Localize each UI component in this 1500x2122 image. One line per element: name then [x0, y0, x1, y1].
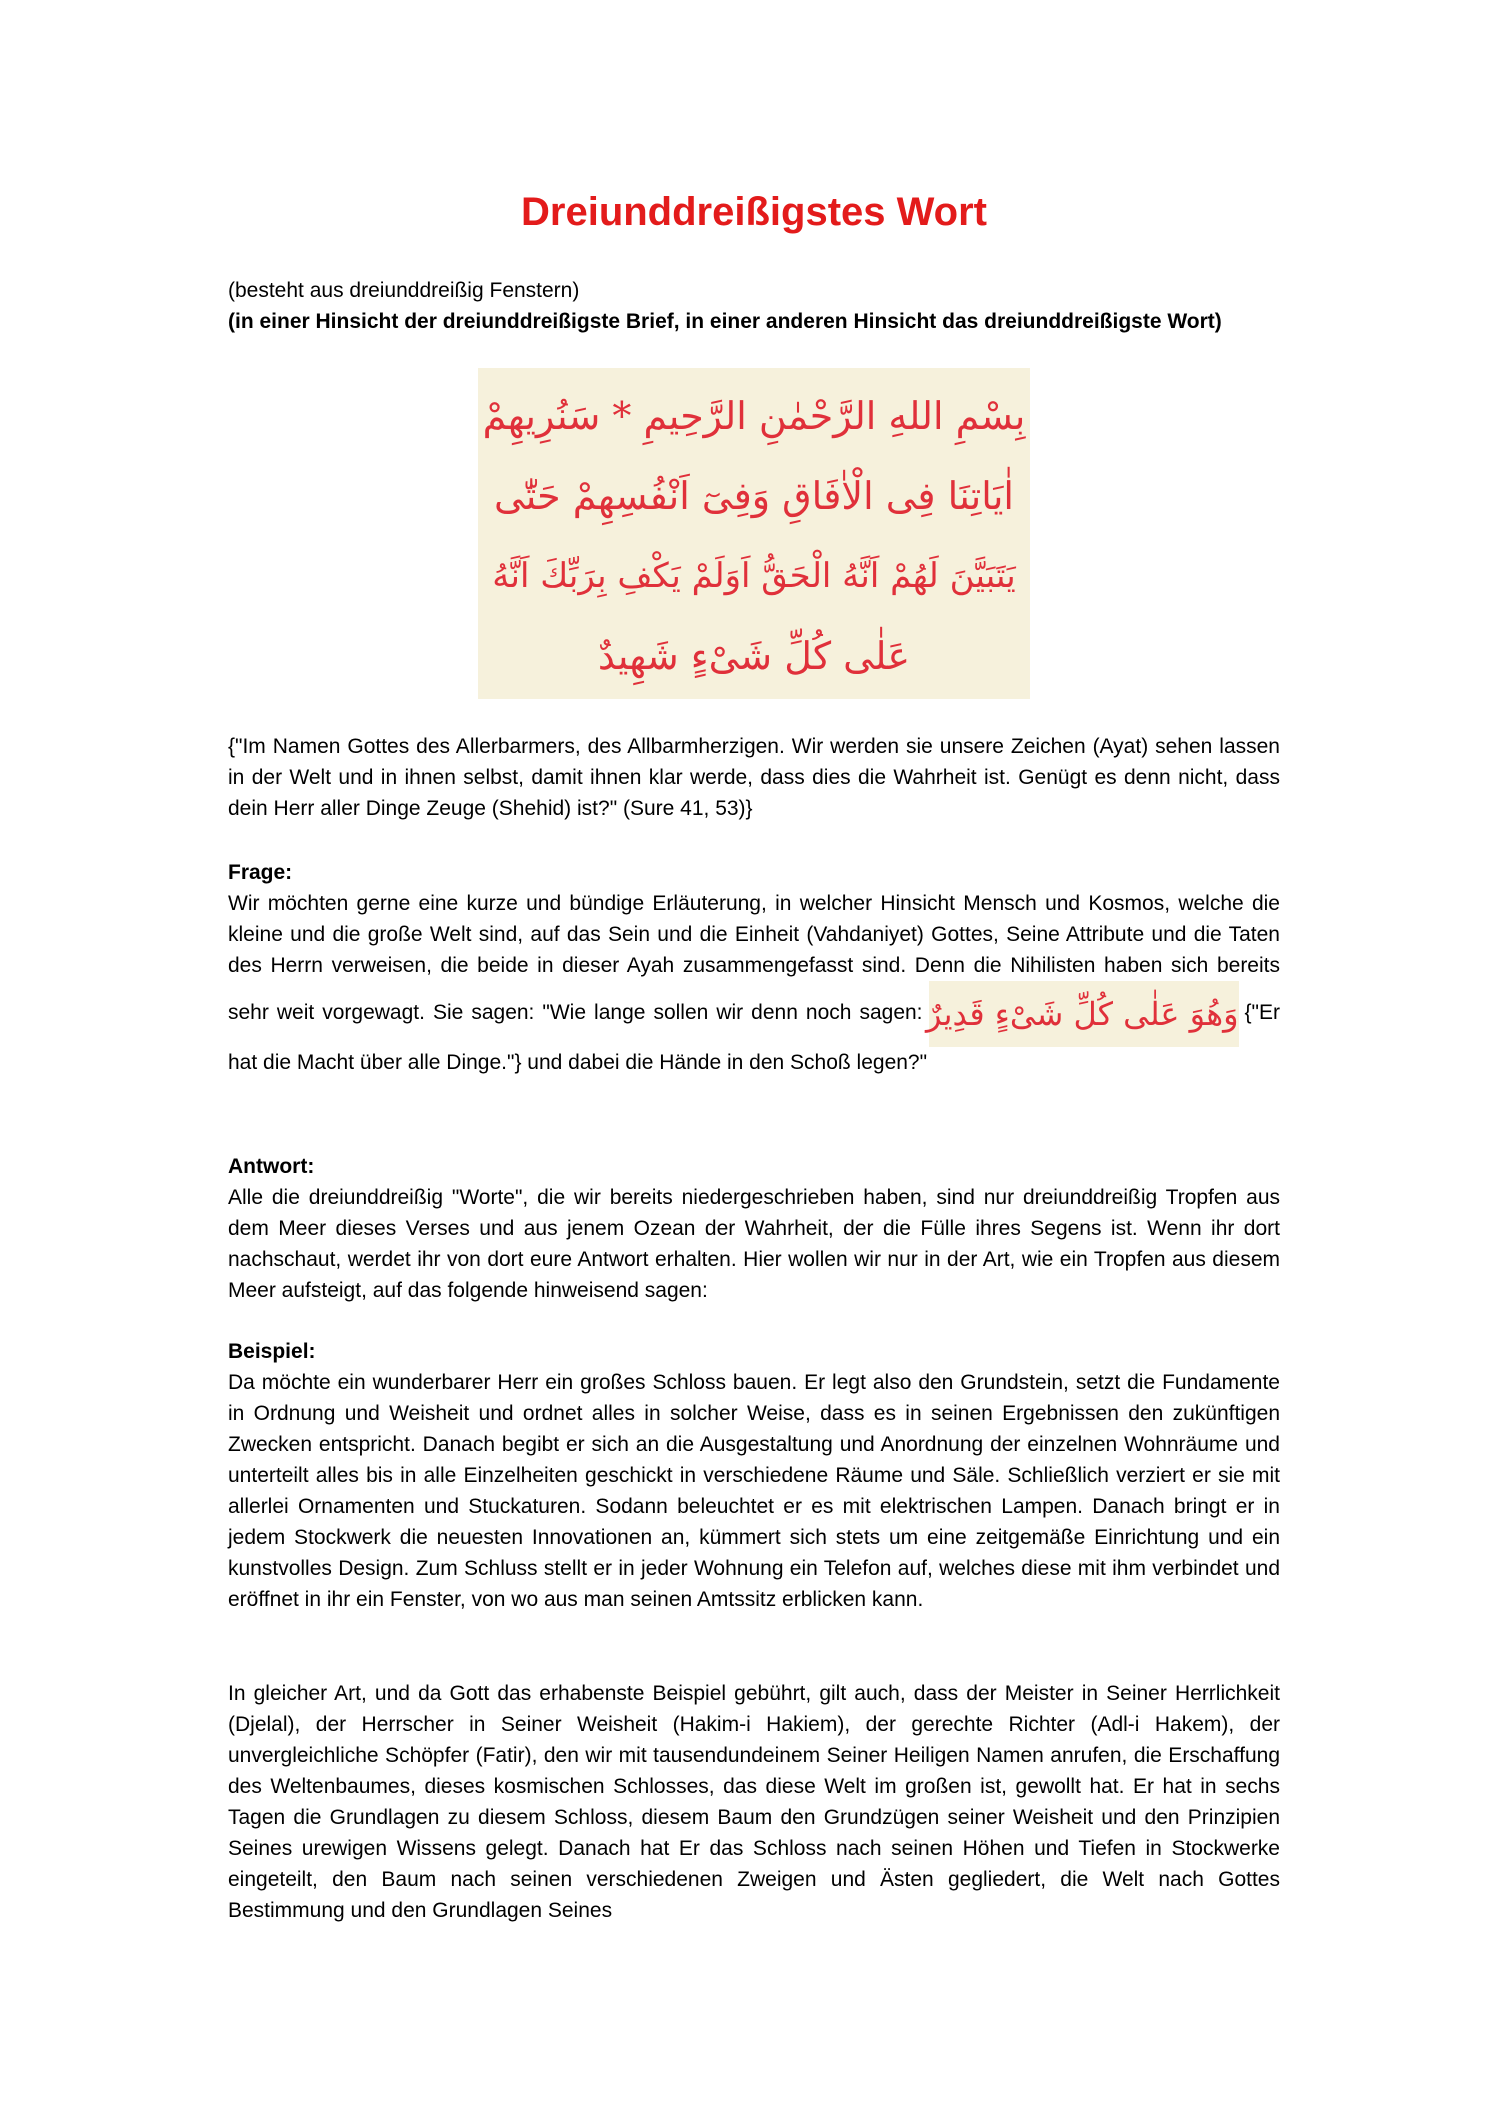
question-paragraph: [228, 888, 1280, 1078]
verse-translation: {"Im Namen Gottes des Allerbarmers, des Allbarmherzigen. Wir werden sie unsere Zeichen (Ayat) sehen lassen in der Welt und in ihnen selbst, damit ihnen klar werde, dass dies die Wahrheit ist. Genügt es denn nicht, dass dein Herr aller Dinge Zeuge (Shehid) ist?" (Sure 41, 53)}: [228, 735, 1280, 820]
example-heading: Beispiel:: [228, 1340, 316, 1363]
question-heading: Frage:: [228, 861, 293, 884]
question-text-after: {"Er hat die Macht über alle Dinge."} und dabei die Hände in den Schoß legen?": [228, 1001, 1280, 1074]
example-paragraph: Da möchte ein wunderbarer Herr ein großes Schloss bauen. Er legt also den Grundstein, setzt die Fundamente in Ordnung und Weisheit und ordnet alles in solcher Weise, dass es in seinen Ergebnissen den zukünftigen Zwecken entspricht. Danach begibt er sich an die Ausgestaltung und Anordnung der einzelnen Wohnräume und unterteilt alles bis in alle Einzelheiten geschickt in verschiedene Räume und Säle. Schließlich verziert er sie mit allerlei Ornamenten und Stuckaturen. Sodann beleuchtet er es mit elektrischen Lampen. Danach bringt er in jedem Stockwerk die neuesten Innovationen an, kümmert sich stets um eine zeitgemäße Einrichtung und ein kunstvolles Design. Zum Schluss stellt er in jeder Wohnung ein Telefon auf, welches diese mit ihm verbindet und eröffnet in ihr ein Fenster, von wo aus man seinen Amtssitz erblicken kann.: [228, 1371, 1280, 1611]
page-title: Dreiunddreißigstes Wort: [521, 190, 987, 234]
question-text-before: Wir möchten gerne eine kurze und bündige Erläuterung, in welcher Hinsicht Mensch und Kosmos, welche die kleine und die große Welt sind, auf das Sein und die Einheit (Vahdaniyet) Gottes, Seine Attribute und die Taten des Herrn verweisen, die beide in dieser Ayah zusammengefasst sind. Denn die Nihilisten haben sich bereits sehr weit vorgewagt. Sie sagen: "Wie lange sollen wir denn noch sagen:: [228, 892, 1280, 1024]
subtitle-bold-line: (in einer Hinsicht der dreiunddreißigste Brief, in einer anderen Hinsicht das dreiunddreißigste Wort): [228, 310, 1222, 333]
subtitle-line: (besteht aus dreiunddreißig Fenstern): [228, 279, 580, 302]
arabic-verse-line-4: عَلٰى كُلِّ شَىْءٍ شَهِيدٌ: [597, 634, 911, 678]
inline-arabic-phrase: وَهُوَ عَلٰى كُلِّ شَىْءٍ قَدِيرٌ: [929, 981, 1239, 1047]
arabic-verse-line-2: اٰيَاتِنَا فِى الْاٰفَاقِ وَفِىٓ اَنْفُسِهِمْ حَتّٰى: [494, 474, 1014, 518]
answer-heading: Antwort:: [228, 1155, 315, 1178]
answer-paragraph: Alle die dreiunddreißig "Worte", die wir bereits niedergeschrieben haben, sind nur dreiunddreißig Tropfen aus dem Meer dieses Verses und aus jenem Ozean der Wahrheit, der die Fülle ihres Segens ist. Wenn ihr dort nachschaut, werdet ihr von dort eure Antwort erhalten. Hier wollen wir nur in der Art, wie ein Tropfen aus diesem Meer aufsteigt, auf das folgende hinweisend sagen:: [228, 1186, 1280, 1302]
arabic-verse-line-3: يَتَبَيَّنَ لَهُمْ اَنَّهُ الْحَقُّ اَوَلَمْ يَكْفِ بِرَبِّكَ اَنَّهُ: [492, 556, 1016, 596]
arabic-verse-image: [478, 368, 1030, 699]
arabic-verse-line-1: بِسْمِ اللهِ الرَّحْمٰنِ الرَّحِيمِ * سَنُرِيهِمْ: [482, 394, 1026, 438]
final-paragraph: In gleicher Art, und da Gott das erhabenste Beispiel gebührt, gilt auch, dass der Meister in Seiner Herrlichkeit (Djelal), der Herrscher in Seiner Weisheit (Hakim-i Hakiem), der gerechte Richter (Adl-i Hakem), der unvergleichliche Schöpfer (Fatir), den wir mit tausendundeinem Seiner Heiligen Namen anrufen, die Erschaffung des Weltenbaumes, dieses kosmischen Schlosses, das diese Welt im großen ist, gewollt hat. Er hat in sechs Tagen die Grundlagen zu diesem Schloss, diesem Baum den Grundzügen seiner Weisheit und den Prinzipien Seines urewigen Wissens gelegt. Danach hat Er das Schloss nach seinen Höhen und Tiefen in Stockwerke eingeteilt, den Baum nach seinen verschiedenen Zweigen und Ästen gegliedert, die Welt nach Gottes Bestimmung und den Grundlagen Seines: [228, 1682, 1280, 1922]
